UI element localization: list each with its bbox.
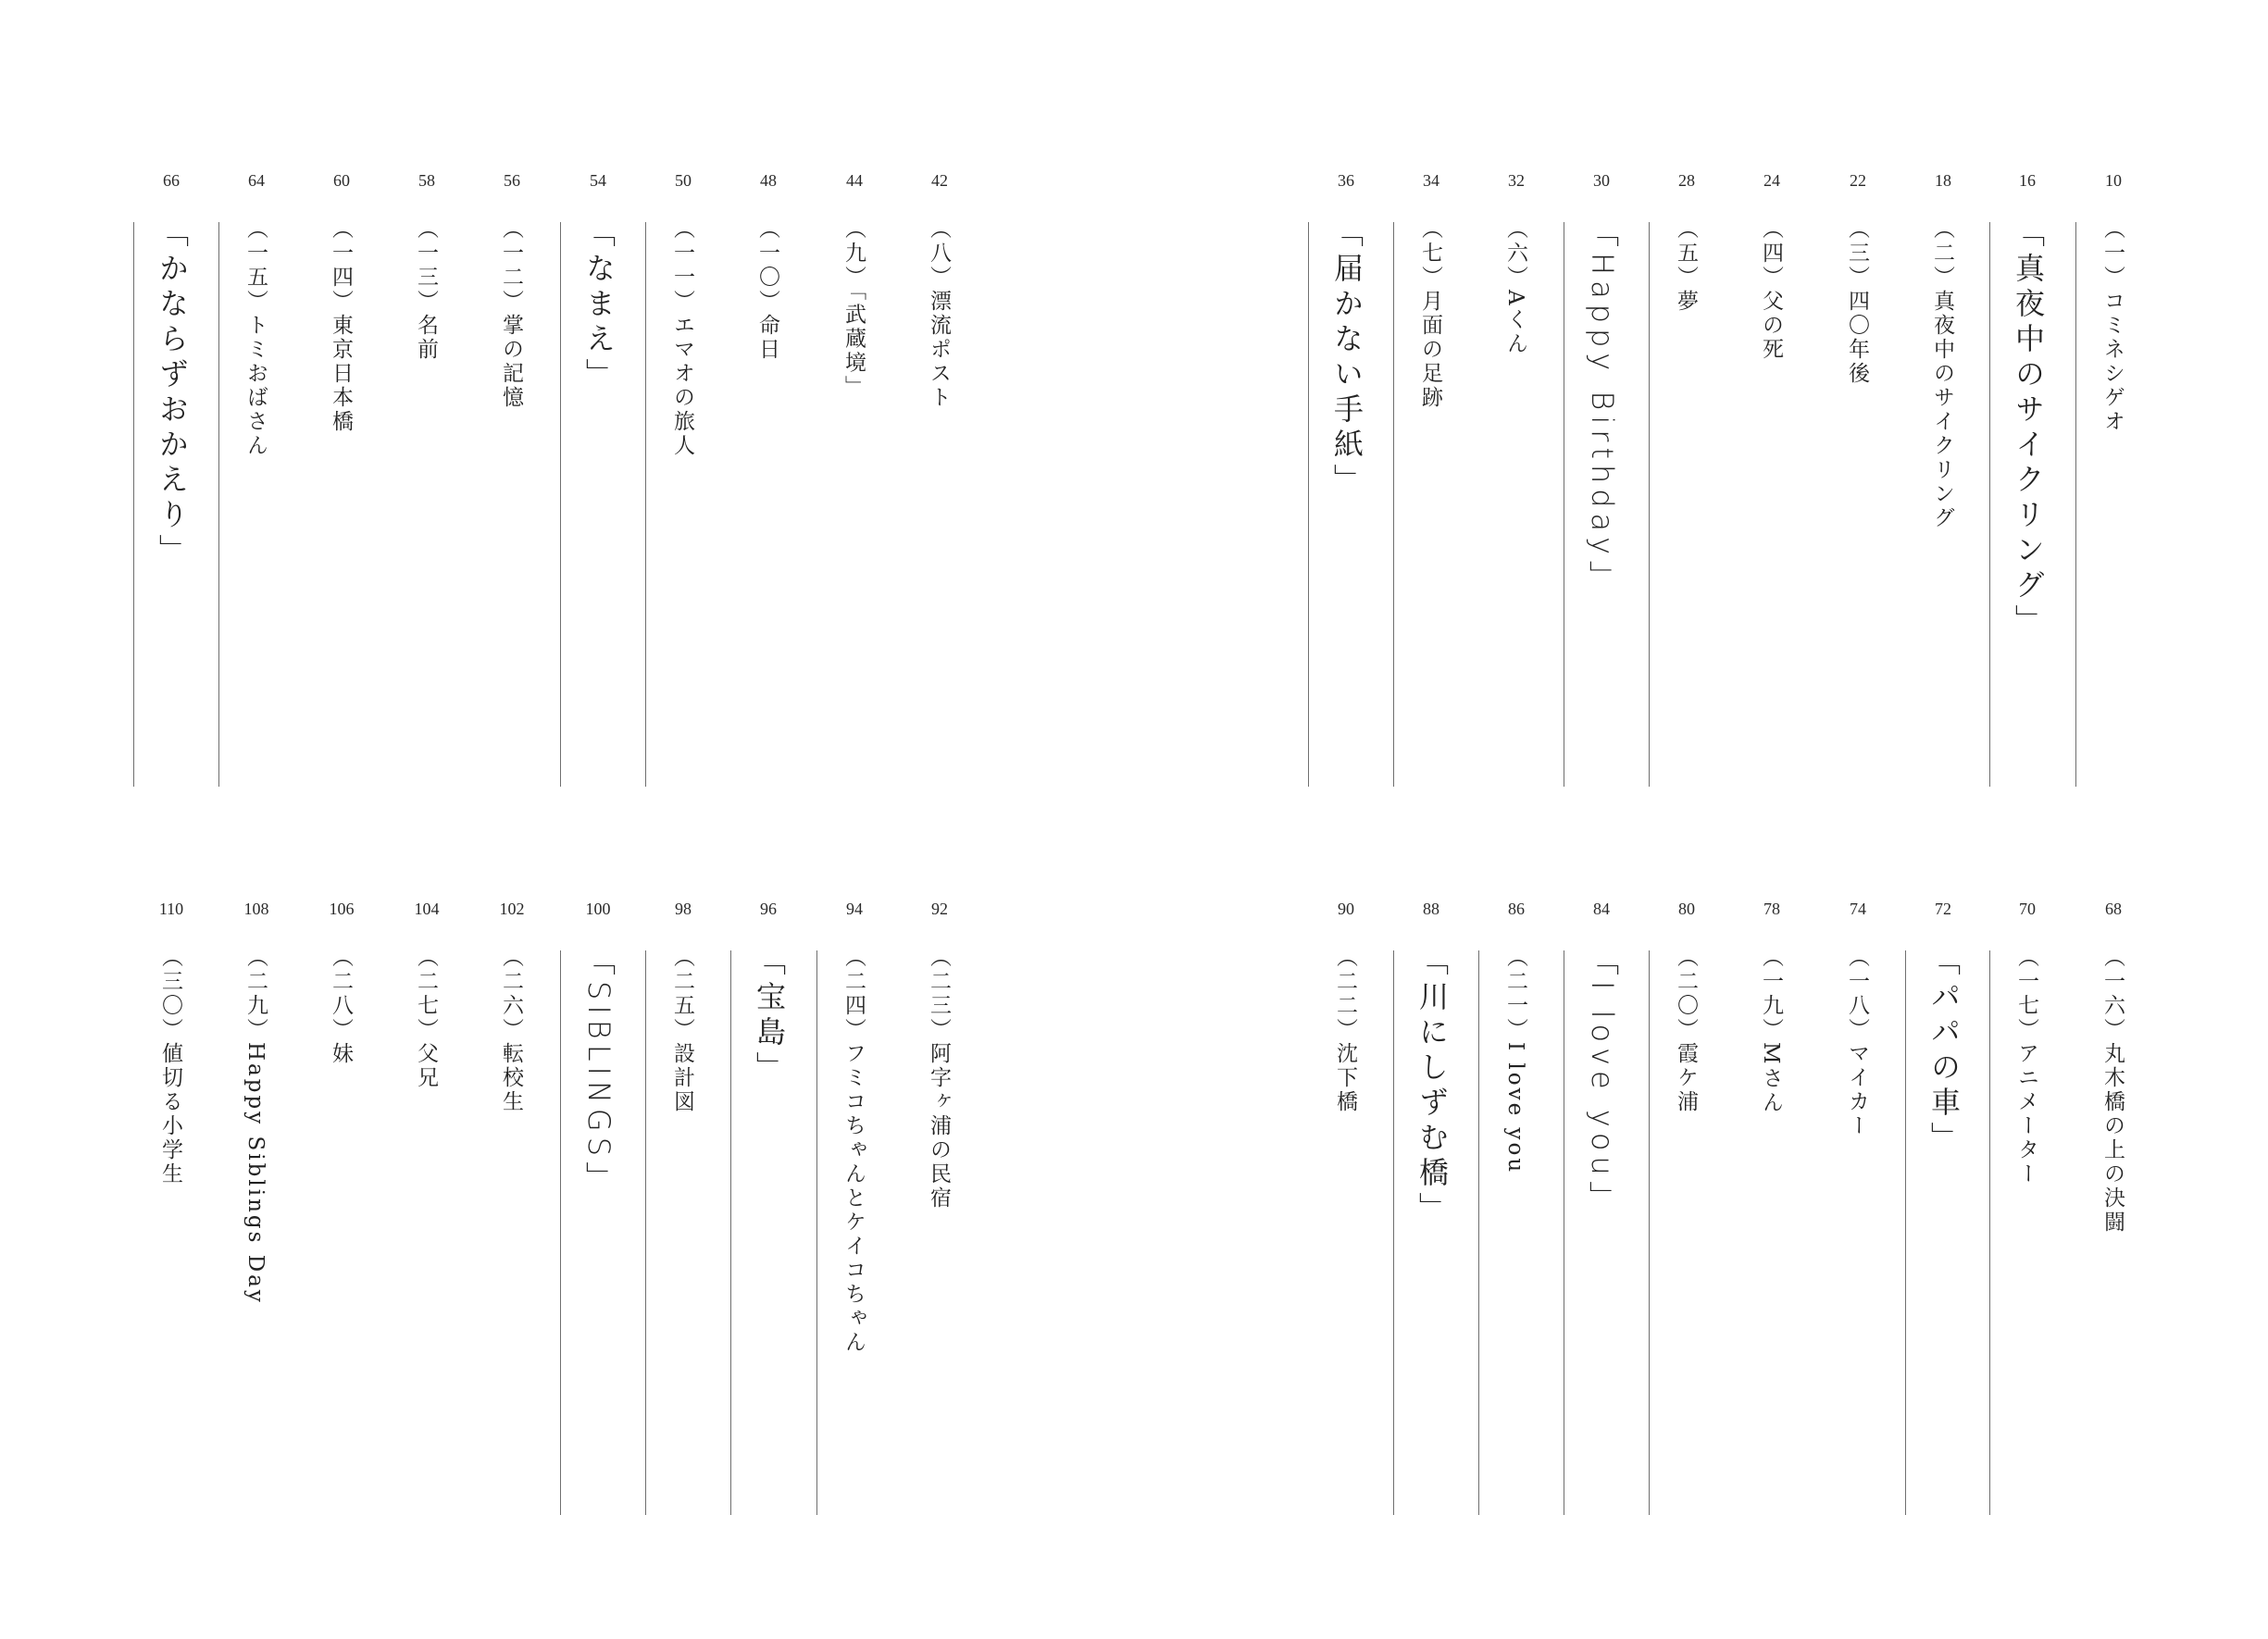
toc-chapter-title: （六）Aくん (1503, 217, 1527, 356)
toc-page-number: 80 (1678, 900, 1695, 918)
toc-divider-rule (1393, 950, 1394, 1515)
toc-chapter-title: （一九）Mさん (1759, 946, 1783, 1115)
toc-section-title: 「真夜中のサイクリング」 (2011, 217, 2046, 639)
toc-page-number: 22 (1850, 171, 1866, 190)
toc-chapter-title: （一一）エマオの旅人 (670, 217, 694, 458)
toc-chapter-title: （九）「武蔵境」 (841, 217, 866, 400)
toc-page-number: 92 (931, 900, 948, 918)
toc-page-number: 68 (2105, 900, 2122, 918)
toc-page-number: 30 (1593, 171, 1610, 190)
toc-page-number: 106 (329, 900, 355, 918)
toc-divider-rule (645, 222, 646, 787)
toc-divider-rule (645, 950, 646, 1515)
toc-page-number: 36 (1338, 171, 1354, 190)
toc-divider-rule (1989, 222, 1990, 787)
toc-chapter-title: （三）四〇年後 (1845, 217, 1869, 386)
toc-page-number: 96 (760, 900, 777, 918)
toc-chapter-title: （一七）アニメーター (2014, 946, 2038, 1186)
toc-divider-rule (1905, 950, 1906, 1515)
toc-page-number: 34 (1423, 171, 1439, 190)
toc-divider-rule (816, 950, 817, 1515)
toc-page-number: 74 (1850, 900, 1866, 918)
toc-page-number: 84 (1593, 900, 1610, 918)
toc-page-number: 94 (846, 900, 863, 918)
toc-page-number: 16 (2019, 171, 2036, 190)
toc-chapter-title: （二〇）霞ケ浦 (1674, 946, 1698, 1114)
toc-divider-rule (560, 950, 561, 1515)
toc-divider-rule (1393, 222, 1394, 787)
toc-section-title: 「なまえ」 (581, 217, 617, 393)
toc-divider-rule (1478, 950, 1479, 1515)
toc-page-number: 56 (504, 171, 520, 190)
toc-page-number: 66 (163, 171, 180, 190)
toc-chapter-title: （二三）阿字ヶ浦の民宿 (927, 946, 951, 1211)
toc-divider-rule (1989, 950, 1990, 1515)
toc-page-number: 110 (158, 900, 184, 918)
toc-page-number: 102 (499, 900, 525, 918)
toc-section-title: 「SIBLINGS」 (581, 946, 617, 1198)
toc-divider-rule (133, 222, 134, 787)
toc-chapter-title: （七）月面の足跡 (1418, 217, 1442, 410)
toc-chapter-title: （二七）父兄 (414, 946, 438, 1090)
toc-divider-rule (2075, 222, 2076, 787)
toc-page-number: 32 (1508, 171, 1525, 190)
toc-chapter-title: （二）真夜中のサイクリング (1930, 217, 1954, 530)
toc-chapter-title: （五）夢 (1674, 217, 1698, 314)
toc-page-number: 10 (2105, 171, 2122, 190)
toc-page-number: 108 (243, 900, 269, 918)
toc-section-title: 「パパの車」 (1926, 946, 1962, 1157)
toc-page-number: 104 (414, 900, 440, 918)
toc-divider-rule (560, 222, 561, 787)
toc-chapter-title: （三〇）値切る小学生 (158, 946, 182, 1186)
toc-page-number: 50 (675, 171, 692, 190)
toc-divider-rule (1649, 950, 1650, 1515)
toc-page-number: 88 (1423, 900, 1439, 918)
toc-chapter-title: （二五）設計図 (670, 946, 694, 1114)
toc-page-number: 72 (1935, 900, 1951, 918)
toc-page-number: 100 (585, 900, 611, 918)
toc-divider-rule (730, 950, 731, 1515)
toc-page-number: 48 (760, 171, 777, 190)
toc-chapter-title: （一二）掌の記憶 (499, 217, 523, 410)
toc-page-number: 18 (1935, 171, 1951, 190)
toc-section-title: 「川にしずむ橋」 (1414, 946, 1450, 1227)
toc-section-title: 「かならずおかえり」 (155, 217, 190, 569)
toc-divider-rule (1649, 222, 1650, 787)
toc-chapter-title: （二六）転校生 (499, 946, 523, 1114)
toc-chapter-title: （一三）名前 (414, 217, 438, 362)
toc-page-number: 86 (1508, 900, 1525, 918)
toc-page-number: 28 (1678, 171, 1695, 190)
toc-chapter-title: （二二）沈下橋 (1333, 946, 1357, 1114)
toc-section-title: 「I love you」 (1585, 946, 1620, 1216)
toc-chapter-title: （一六）丸木橋の上の決闘 (2100, 946, 2125, 1235)
toc-chapter-title: （一）コミネシゲオ (2100, 217, 2125, 434)
toc-chapter-title: （二九）Happy Siblings Day (243, 946, 268, 1305)
toc-page-number: 60 (333, 171, 350, 190)
toc-page-number: 42 (931, 171, 948, 190)
toc-section-title: 「宝島」 (752, 946, 787, 1086)
toc-page-number: 24 (1763, 171, 1780, 190)
toc-chapter-title: （一五）トミおばさん (243, 217, 268, 458)
toc-page-number: 70 (2019, 900, 2036, 918)
toc-page-number: 90 (1338, 900, 1354, 918)
toc-chapter-title: （一〇）命日 (755, 217, 779, 362)
toc-page-number: 98 (675, 900, 692, 918)
toc-chapter-title: （二八）妹 (329, 946, 353, 1066)
toc-chapter-title: （二一）I love you (1503, 946, 1527, 1175)
toc-page-number: 64 (248, 171, 265, 190)
toc-divider-rule (218, 222, 219, 787)
toc-chapter-title: （八）漂流ポスト (927, 217, 951, 410)
toc-page-number: 58 (418, 171, 435, 190)
toc-page-number: 54 (590, 171, 606, 190)
toc-chapter-title: （四）父の死 (1759, 217, 1783, 362)
toc-chapter-title: （一四）東京日本橋 (329, 217, 353, 434)
toc-section-title: 「届かない手紙」 (1329, 217, 1365, 499)
toc-page-number: 44 (846, 171, 863, 190)
toc-divider-rule (1308, 222, 1309, 787)
toc-page-number: 78 (1763, 900, 1780, 918)
toc-section-title: 「Happy Birthday」 (1585, 217, 1620, 596)
toc-chapter-title: （一八）マイカー (1845, 946, 1869, 1138)
toc-chapter-title: （二四）フミコちゃんとケイコちゃん (841, 946, 866, 1355)
